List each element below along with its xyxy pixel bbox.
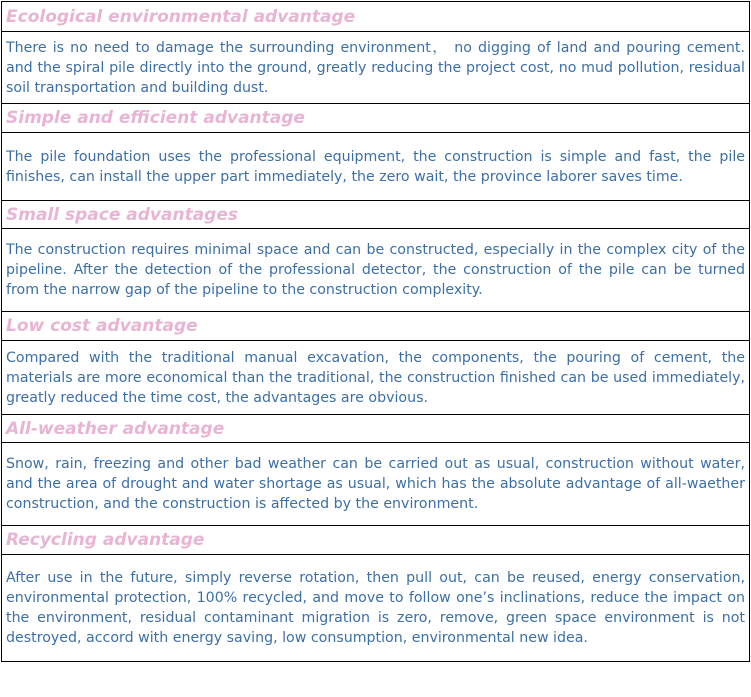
section-body-row [2,443,750,526]
section-text: The pile foundation uses the professional equipment, the construction is simple and fast, the pile finishes, can install the upper part immediately, the zero wait, the province laborer saves time. [2,133,750,201]
section-header-row [2,526,750,555]
advantages-table [1,1,750,662]
section-title: Recycling advantage [2,526,750,555]
section-header-row [2,201,750,229]
section-title: Low cost advantage [2,312,750,341]
section-title: Simple and efficient advantage [2,104,750,133]
section-header-row [2,2,750,32]
section-body-row [2,229,750,312]
section-title: Small space advantages [2,201,750,229]
section-title: Ecological environmental advantage [2,2,750,32]
section-body-row [2,555,750,662]
section-text: Compared with the traditional manual excavation, the components, the pouring of cement, the materials are more economical than the traditional, the construction finished can be used immediately, greatly reduced the time cost, the advantages are obvious. [2,341,750,415]
section-header-row [2,415,750,443]
section-body-row [2,32,750,104]
section-body-row [2,341,750,415]
section-text: Snow, rain, freezing and other bad weather can be carried out as usual, construction without water, and the area of drought and water shortage as usual, which has the absolute advantage of all-waether construction, and the construction is affected by the environment. [2,443,750,526]
section-text: There is no need to damage the surrounding environment， no digging of land and pouring cement. and the spiral pile directly into the ground, greatly reducing the project cost, no mud pollution, residual soil transportation and building dust. [2,32,750,104]
section-header-row [2,312,750,341]
section-text: The construction requires minimal space and can be constructed, especially in the complex city of the pipeline. After the detection of the professional detector, the construction of the pile can be turned from the narrow gap of the pipeline to the construction complexity. [2,229,750,312]
section-title: All-weather advantage [2,415,750,443]
section-text: After use in the future, simply reverse rotation, then pull out, can be reused, energy conservation, environmental protection, 100% recycled, and move to follow one’s inclinations, reduce the impact on the environment, residual contaminant migration is zero, remove, green space environment is not destroyed, accord with energy saving, low consumption, environmental new idea. [2,555,750,662]
section-body-row [2,133,750,201]
section-header-row [2,104,750,133]
